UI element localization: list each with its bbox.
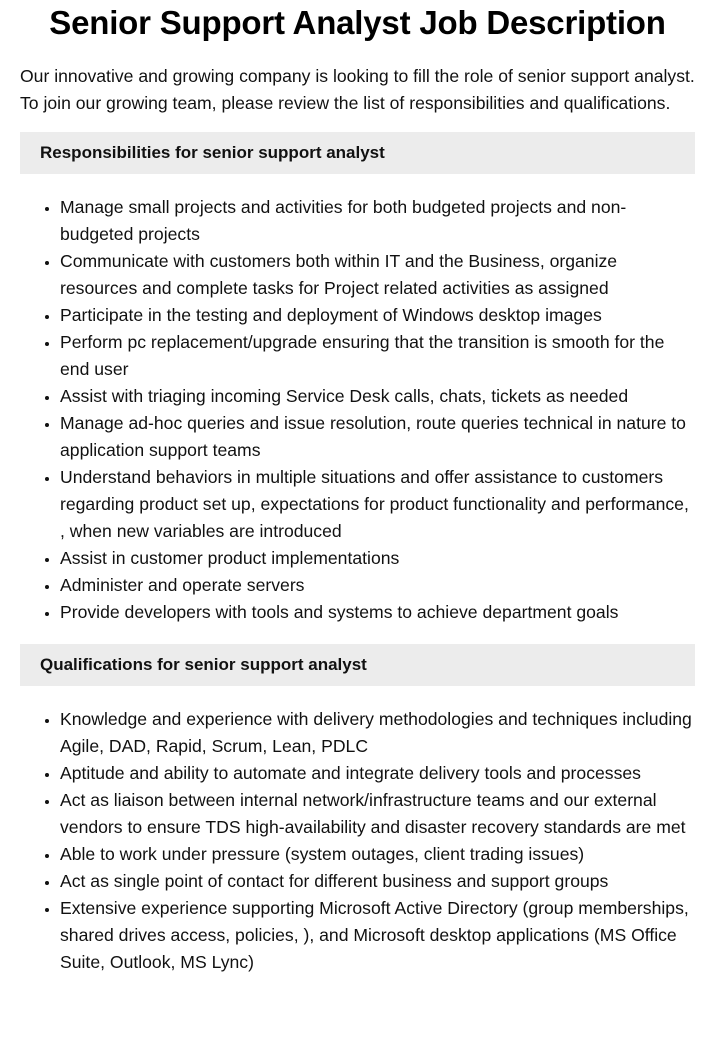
responsibilities-section <box>20 132 695 626</box>
intro-paragraph: Our innovative and growing company is looking to fill the role of senior support analyst. To join our growing team, please review the list of responsibilities and qualifications. <box>20 66 695 113</box>
list-item: • Extensive experience supporting Microsoft Active Directory (group memberships, shared drives access, policies, ), and Microsoft desktop applications (MS Office Suite, Outlook, MS Lync) <box>60 895 695 976</box>
list-item: • Manage ad-hoc queries and issue resolution, route queries technical in nature to application support teams <box>60 410 695 464</box>
list-item: • Aptitude and ability to automate and integrate delivery tools and processes <box>60 760 695 787</box>
list-item: • Communicate with customers both within IT and the Business, organize resources and complete tasks for Project related activities as assigned <box>60 248 695 302</box>
qualifications-list <box>20 706 695 976</box>
list-item: • Perform pc replacement/upgrade ensuring that the transition is smooth for the end user <box>60 329 695 383</box>
list-item: • Act as single point of contact for different business and support groups <box>60 868 695 895</box>
list-item: • Able to work under pressure (system outages, client trading issues) <box>60 841 695 868</box>
list-item: • Provide developers with tools and systems to achieve department goals <box>60 599 695 626</box>
page-title: Senior Support Analyst Job Description <box>49 4 666 41</box>
list-item: • Participate in the testing and deployment of Windows desktop images <box>60 302 695 329</box>
list-item: • Assist in customer product implementations <box>60 545 695 572</box>
list-item: • Manage small projects and activities for both budgeted projects and non-budgeted projects <box>60 194 695 248</box>
list-item: • Knowledge and experience with delivery methodologies and techniques including Agile, DAD, Rapid, Scrum, Lean, PDLC <box>60 706 695 760</box>
qualifications-section <box>20 644 695 976</box>
qualifications-heading: Qualifications for senior support analyst <box>20 644 695 686</box>
responsibilities-heading: Responsibilities for senior support analyst <box>20 132 695 174</box>
list-item: • Assist with triaging incoming Service Desk calls, chats, tickets as needed <box>60 383 695 410</box>
list-item: • Act as liaison between internal network/infrastructure teams and our external vendors to ensure TDS high-availability and disaster recovery standards are met <box>60 787 695 841</box>
list-item: • Administer and operate servers <box>60 572 695 599</box>
responsibilities-list <box>20 194 695 626</box>
list-item: • Understand behaviors in multiple situations and offer assistance to customers regarding product set up, expectations for product functionality and performance, , when new variables are introduced <box>60 464 695 545</box>
